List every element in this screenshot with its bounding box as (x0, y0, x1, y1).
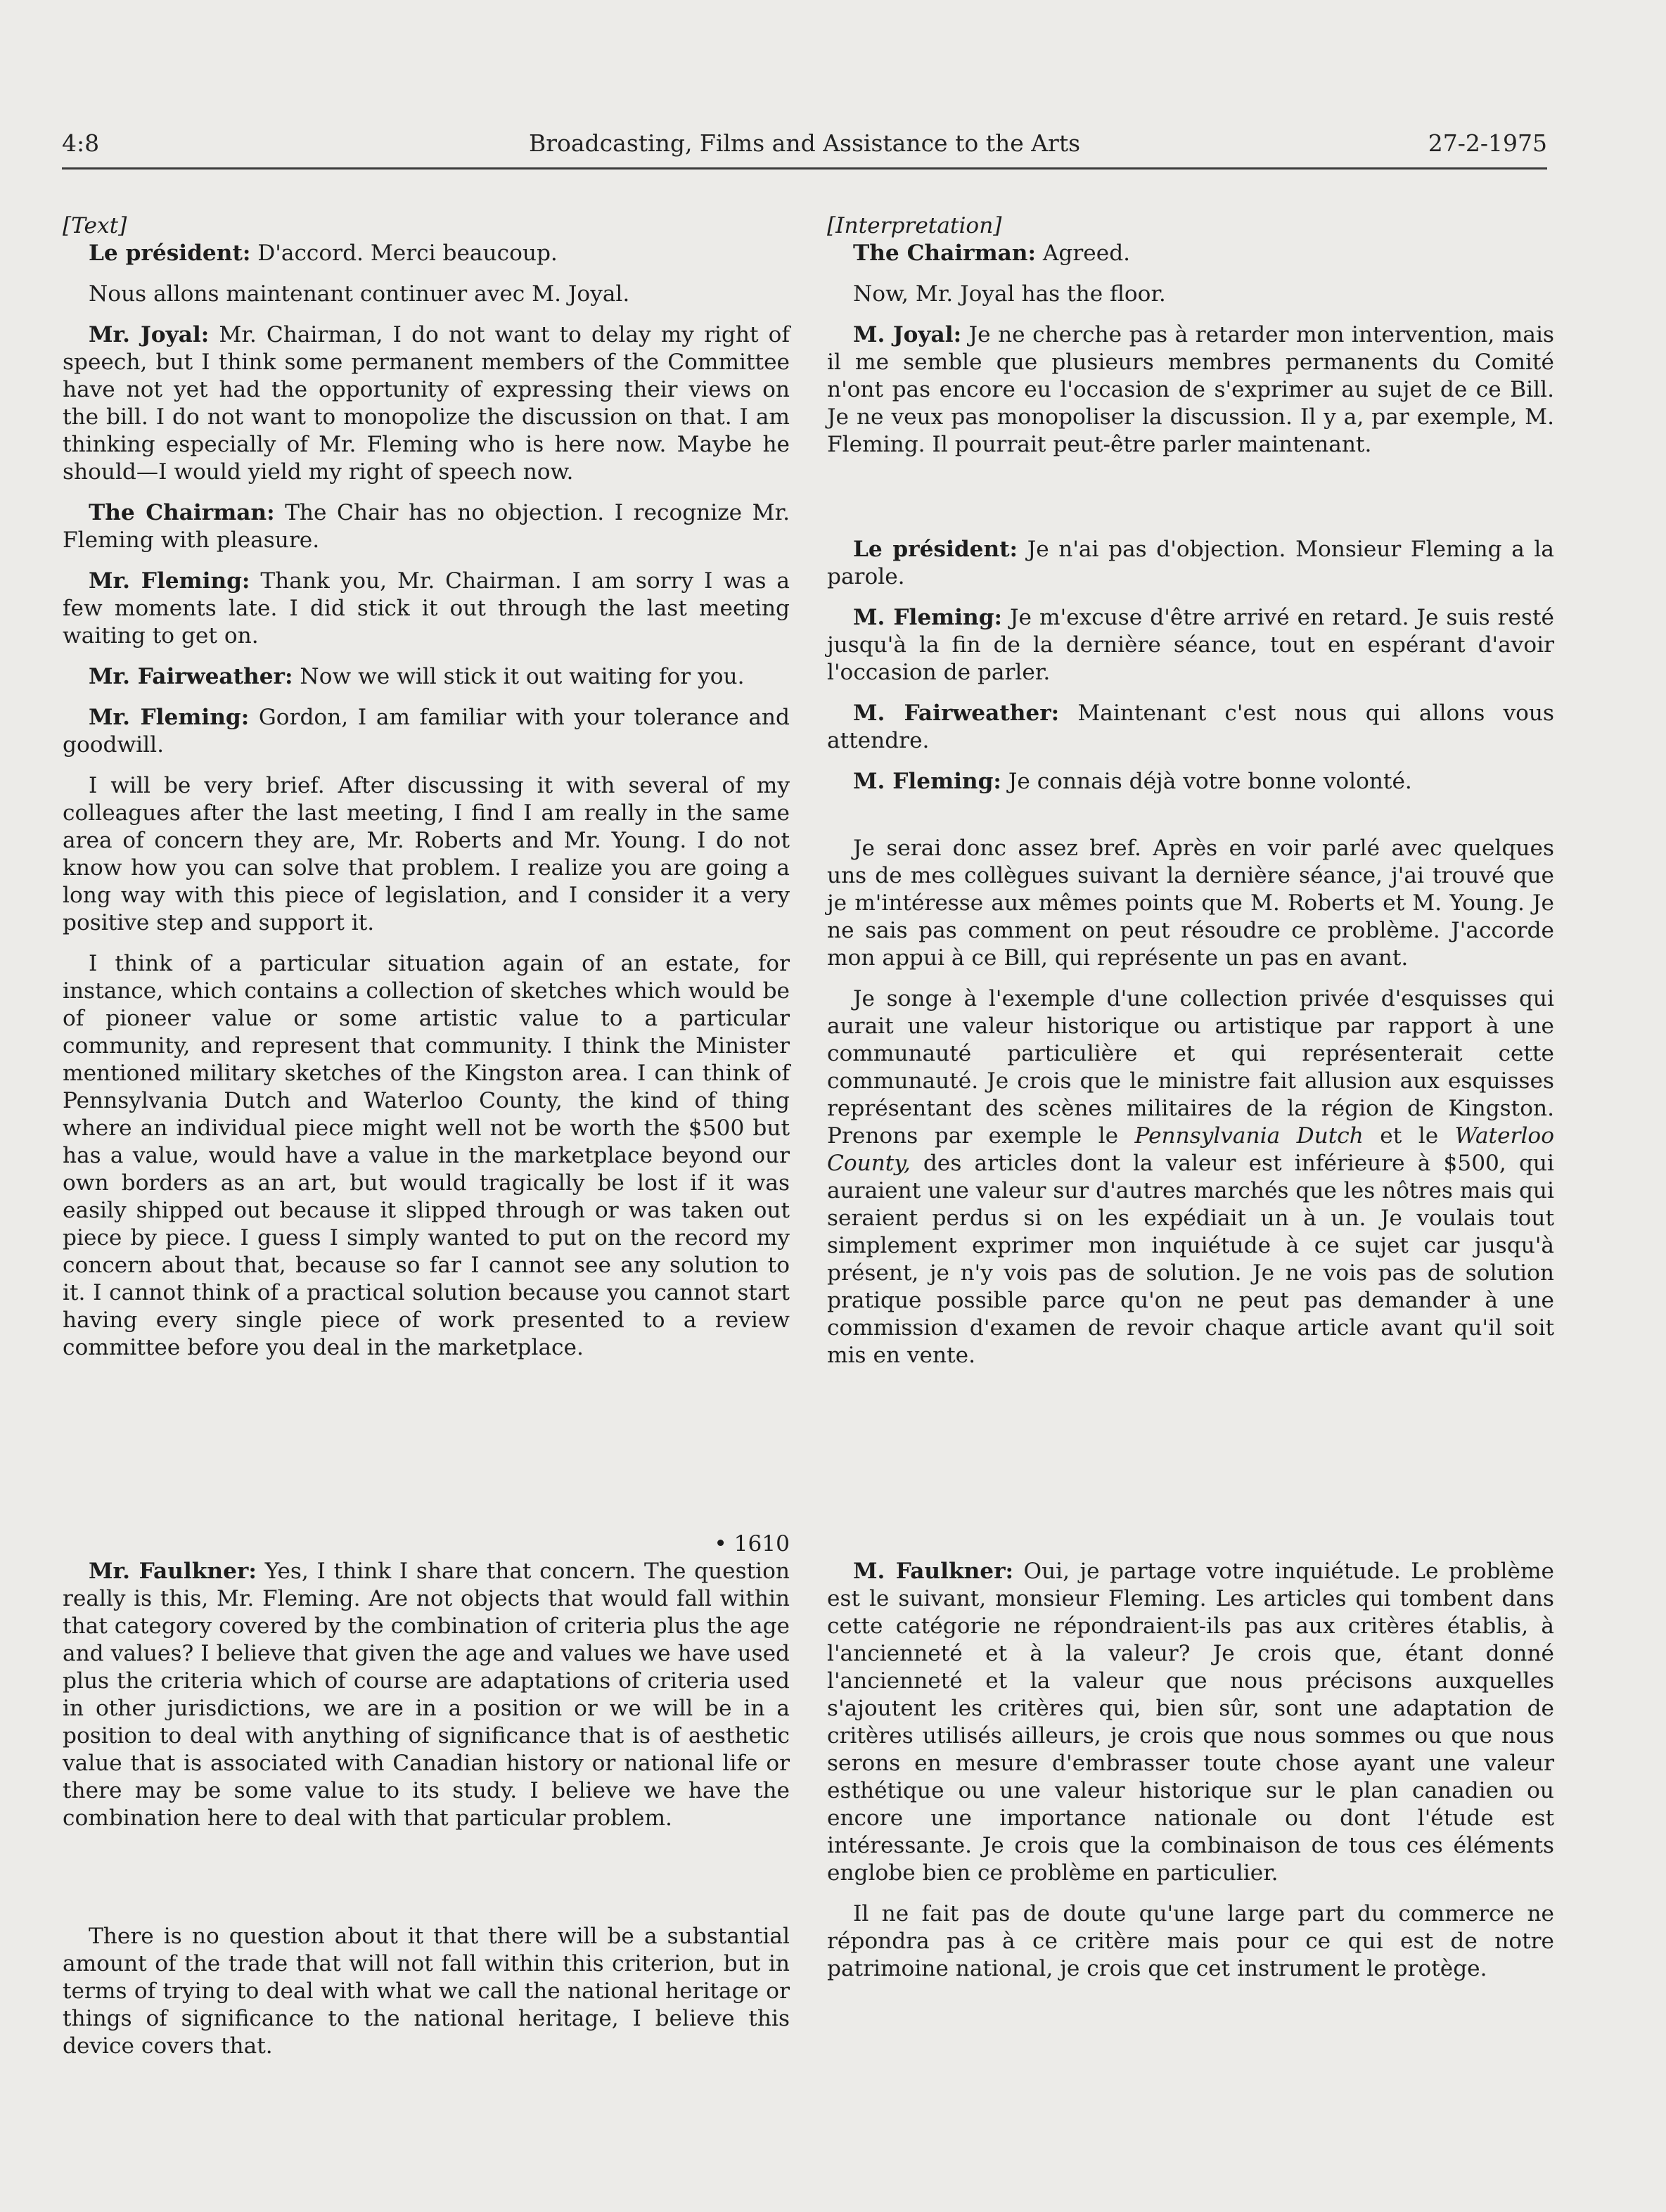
speaker-name: M. Joyal: (853, 322, 962, 347)
paragraph (827, 240, 1554, 267)
right-column-block-1 (827, 212, 1554, 459)
speech-text: Je connais déjà votre bonne volonté. (1001, 769, 1412, 794)
paragraph (63, 568, 790, 650)
speech-text: The Chair has no objection. I recognize Mr. Fleming with pleasure. (63, 500, 790, 553)
speech-text: Thank you, Mr. Chairman. I am sorry I was a few moments late. I did stick it out through the last meeting waiting to get on. (63, 568, 790, 648)
paragraph: Nous allons maintenant continuer avec M. Joyal. (89, 281, 630, 307)
speaker-name: Le président: (89, 241, 251, 266)
speaker-name: The Chairman: (89, 500, 275, 525)
header-rule (62, 167, 1547, 170)
header-title: Broadcasting, Films and Assistance to the Arts (528, 129, 1081, 157)
speaker-name: Le président: (853, 537, 1018, 562)
paragraph (827, 321, 1554, 459)
speaker-name: Mr. Fleming: (89, 705, 250, 730)
right-column-block-3 (827, 835, 1554, 1369)
paragraph: There is no question about it that there will be a substantial amount of the trade that will not fall within this criterion, but in terms of trying to deal with what we call the national heritage or things of significance to the national heritage, I believe this device covers that. (63, 1924, 790, 2059)
speaker-name: M. Fleming: (853, 605, 1003, 630)
paragraph (63, 704, 790, 759)
speech-text: Mr. Chairman, I do not want to delay my right of speech, but I think some permanent members of the Committee have not yet had the opportunity of expressing their views on the bill. I do not want to monopolize the discussion on that. I am thinking especially of Mr. Fleming who is here now. Maybe he should—I would yield my right of speech now. (63, 322, 790, 485)
section-tag: [Text] (63, 213, 127, 238)
paragraph (827, 536, 1554, 591)
paragraph: Je serai donc assez bref. Après en voir parlé avec quelques uns de mes collègues suivant la dernière séance, j'ai trouvé que je m'intéresse aux mêmes points que M. Roberts et M. Young. Je ne sais pas comment on peut résoudre ce problème. J'accorde mon appui à ce Bill, qui représente un pas en avant. (827, 836, 1554, 971)
speech-text: des articles dont la valeur est inférieure à $500, qui auraient une valeur sur d'autres marchés que les nôtres mais qui seraient perdus si on les expédiait un à un. Je voulais tout simplement exprimer mon inquiétude à ce sujet car jusqu'à présent, je n'y vois pas de solution. Je ne vois pas de solution pratique possible parce qu'on ne peut pas demander à une commission d'examen de revoir chaque article avant qu'il soit mis en vente. (827, 1151, 1554, 1368)
paragraph (63, 321, 790, 486)
right-column-block-2 (827, 536, 1554, 795)
speech-text: et le (1363, 1123, 1455, 1149)
left-column-bottom (63, 1558, 790, 1832)
speech-text: Oui, je partage votre inquiétude. Le problème est le suivant, monsieur Fleming. Les articles qui tombent dans cette catégorie ne répondraient-ils pas aux critères établis, à l'ancienneté et à la valeur? Je crois que, étant donné l'ancienneté et la valeur que nous précisons auxquelles s'ajoutent les critères qui, bien sûr, sont une adaptation de critères utilisés ailleurs, je crois que nous sommes ou que nous serons en mesure d'embrasser toute chose ayant une valeur esthétique ou une valeur historique sur le plan canadien ou encore une importance nationale ou dont l'étude est intéressante. Je crois que la combinaison de tous ces éléments englobe bien ce problème en particulier. (827, 1559, 1554, 1886)
speech-text: Yes, I think I share that concern. The question really is this, Mr. Fleming. Are not objects that would fall within that category covered by the combination of criteria plus the age and values? I believe that given the age and values we have used plus the criteria which of course are adaptations of criteria used in other jurisdictions, we are in a position or we will be in a position to deal with anything of significance that is of aesthetic value that is associated with Canadian history or national life or there may be some value to its study. I believe we have the combination here to deal with that particular problem. (63, 1559, 790, 1831)
speech-text: Gordon, I am familiar with your tolerance and goodwill. (63, 705, 790, 757)
section-tag: [Interpretation] (827, 213, 1002, 238)
italic-text: Waterloo County, (827, 1123, 1554, 1176)
paragraph (827, 700, 1554, 755)
speaker-name: The Chairman: (853, 241, 1036, 266)
paragraph: I will be very brief. After discussing it with several of my colleagues after the last meeting, I find I am really in the same area of concern they are, Mr. Roberts and Mr. Young. I do not know how you can solve that problem. I realize you are going a long way with this piece of legislation, and I consider it a very positive step and support it. (63, 773, 790, 935)
paragraph (63, 240, 790, 267)
speaker-name: M. Fleming: (853, 769, 1001, 794)
paragraph (63, 663, 790, 691)
speech-text: D'accord. Merci beaucoup. (250, 241, 558, 266)
speech-text: Maintenant c'est nous qui allons vous attendre. (827, 701, 1554, 753)
speech-text: Je n'ai pas d'objection. Monsieur Fleming a la parole. (827, 537, 1555, 589)
speaker-name: Mr. Fairweather: (89, 664, 293, 689)
header-date: 27-2-1975 (1428, 129, 1547, 157)
time-marker: • 1610 (714, 1531, 790, 1556)
paragraph (827, 604, 1554, 686)
speaker-name: Mr. Joyal: (89, 322, 210, 347)
paragraph (63, 499, 790, 554)
paragraph (63, 1558, 790, 1832)
italic-text: Pennsylvania Dutch (1134, 1123, 1364, 1149)
speech-text: Je m'excuse d'être arrivé en retard. Je suis resté jusqu'à la fin de la dernière séance, tout en espérant d'avoir l'occasion de parler. (827, 605, 1554, 685)
speech-text: Je songe à l'exemple d'une collection privée d'esquisses qui aurait une valeur historique ou artistique par rapport à une communauté particulière et qui représenterait cette communauté. Je crois que le ministre fait allusion aux esquisses représentant des scènes militaires de la région de Kingston. Prenons par exemple le (827, 986, 1554, 1149)
paragraph: I think of a particular situation again of an estate, for instance, which contains a collection of sketches which would be of pioneer value or some artistic value to a particular community, and represent that community. I think the Minister mentioned military sketches of the Kingston area. I can think of Pennsylvania Dutch and Waterloo County, the kind of thing where an individual piece might well not be worth the $500 but has a value, would have a value in the marketplace beyond our own borders as an art, but would tragically be lost if it was easily shipped out because it slipped through or was taken out piece by piece. I guess I simply wanted to put on the record my concern about that, because so far I cannot see any solution to it. I cannot think of a practical solution because you cannot start having every single piece of work presented to a review committee before you deal in the marketplace. (63, 951, 790, 1360)
speaker-name: M. Fairweather: (853, 701, 1060, 726)
speech-text: Je ne cherche pas à retarder mon intervention, mais il me semble que plusieurs membres permanents du Comité n'ont pas encore eu l'occasion de s'exprimer au sujet de ce Bill. Je ne veux pas monopoliser la discussion. Il y a, par exemple, M. Fleming. Il pourrait peut-être parler maintenant. (827, 322, 1554, 457)
running-header (62, 129, 1547, 165)
page-number: 4:8 (62, 129, 100, 157)
paragraph (827, 985, 1554, 1369)
speaker-name: M. Faulkner: (853, 1559, 1014, 1584)
speaker-name: Mr. Fleming: (89, 568, 250, 594)
speech-text: Agreed. (1035, 241, 1131, 266)
left-column-top (63, 212, 790, 1362)
speaker-name: Mr. Faulkner: (89, 1559, 257, 1584)
paragraph: Il ne fait pas de doute qu'une large part du commerce ne répondra pas à ce critère mais pour ce qui est de notre patrimoine national, je crois que cet instrument le protège. (827, 1901, 1554, 1981)
speech-text: Now we will stick it out waiting for you. (293, 664, 745, 689)
left-column-final (63, 1923, 790, 2060)
paragraph: Now, Mr. Joyal has the floor. (853, 281, 1166, 307)
paragraph (827, 1558, 1554, 1887)
paragraph (827, 768, 1554, 795)
right-column-block-4 (827, 1558, 1554, 1983)
